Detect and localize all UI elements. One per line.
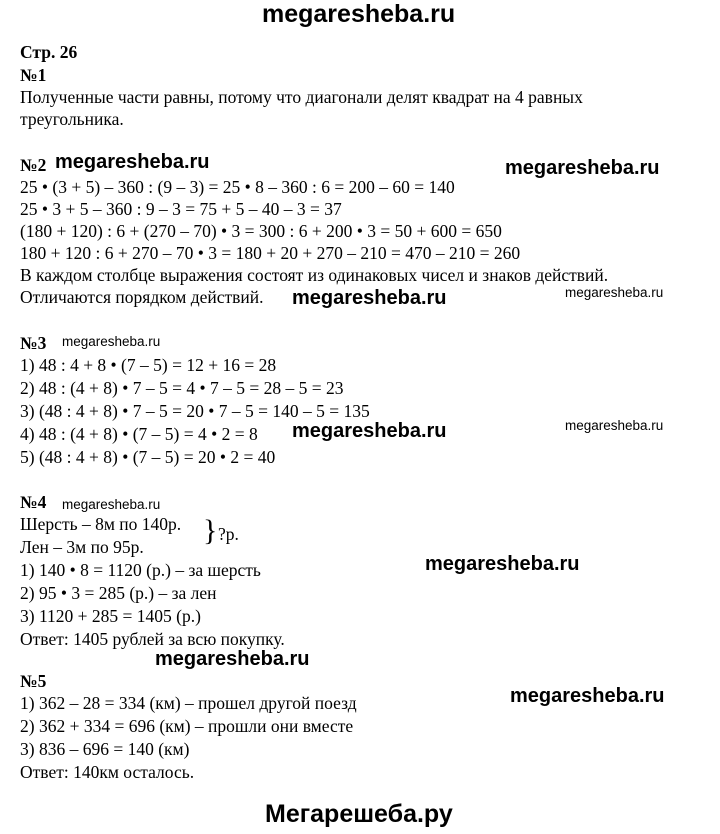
- watermark: megaresheba.ru: [425, 553, 580, 575]
- watermark: megaresheba.ru: [565, 285, 664, 300]
- task-5-line: 3) 836 – 696 = 140 (км): [20, 739, 190, 759]
- task-1-line: треугольника.: [20, 109, 124, 129]
- task-3-line: 5) (48 : 4 + 8) • (7 – 5) = 20 • 2 = 40: [20, 447, 276, 467]
- task-1-number: №1: [20, 65, 47, 85]
- task-2-number: №2: [20, 155, 47, 175]
- watermark: megaresheba.ru: [292, 287, 447, 309]
- task-3-line: 2) 48 : (4 + 8) • 7 – 5 = 4 • 7 – 5 = 28 – 5 = 23: [20, 378, 344, 398]
- task-1-line: Полученные части равны, потому что диагонали делят квадрат на 4 равных: [20, 87, 583, 107]
- watermark: megaresheba.ru: [55, 151, 210, 173]
- watermark: megaresheba.ru: [510, 685, 665, 707]
- watermark: megaresheba.ru: [62, 334, 161, 349]
- task-3-line: 3) (48 : 4 + 8) • 7 – 5 = 20 • 7 – 5 = 140 – 5 = 135: [20, 401, 370, 421]
- task-4-answer: Ответ: 1405 рублей за всю покупку.: [20, 629, 285, 649]
- watermark: megaresheba.ru: [155, 648, 310, 670]
- watermark: megaresheba.ru: [292, 420, 447, 442]
- task-5-answer: Ответ: 140км осталось.: [20, 762, 195, 782]
- task-4-line: 3) 1120 + 285 = 1405 (р.): [20, 606, 201, 626]
- site-header-logo[interactable]: megaresheba.ru: [262, 0, 456, 28]
- task-3-number: №3: [20, 333, 47, 353]
- task-2-line: В каждом столбце выражения состоят из одинаковых чисел и знаков действий.: [20, 265, 609, 285]
- task-2-line: (180 + 120) : 6 + (270 – 70) • 3 = 300 : 6 + 200 • 3 = 50 + 600 = 650: [20, 221, 502, 241]
- task-5-line: 1) 362 – 28 = 334 (км) – прошел другой поезд: [20, 693, 357, 713]
- task-4-number: №4: [20, 492, 47, 512]
- watermark: megaresheba.ru: [62, 497, 161, 512]
- task-4-condition: Лен – 3м по 95р.: [20, 537, 144, 557]
- task-2-line: Отличаются порядком действий.: [20, 287, 264, 307]
- site-footer-logo[interactable]: Мегарешеба.ру: [265, 800, 453, 828]
- task-4-line: 1) 140 • 8 = 1120 (р.) – за шерсть: [20, 560, 261, 580]
- task-5-number: №5: [20, 671, 47, 691]
- watermark: megaresheba.ru: [565, 418, 664, 433]
- task-3-line: 1) 48 : 4 + 8 • (7 – 5) = 12 + 16 = 28: [20, 355, 277, 375]
- task-3-line: 4) 48 : (4 + 8) • (7 – 5) = 4 • 2 = 8: [20, 424, 258, 444]
- task-2-line: 25 • (3 + 5) – 360 : (9 – 3) = 25 • 8 – 360 : 6 = 200 – 60 = 140: [20, 177, 455, 197]
- task-5-line: 2) 362 + 334 = 696 (км) – прошли они вместе: [20, 716, 354, 736]
- task-2-line: 180 + 120 : 6 + 270 – 70 • 3 = 180 + 20 + 270 – 210 = 470 – 210 = 260: [20, 243, 521, 263]
- watermark: megaresheba.ru: [505, 157, 660, 179]
- task-4-condition: Шерсть – 8м по 140р.: [20, 514, 182, 534]
- task-4-line: 2) 95 • 3 = 285 (р.) – за лен: [20, 583, 217, 603]
- task-2-line: 25 • 3 + 5 – 360 : 9 – 3 = 75 + 5 – 40 – 3 = 37: [20, 199, 342, 219]
- brace-symbol: }: [203, 514, 218, 547]
- page-label: Стр. 26: [20, 42, 78, 62]
- task-4-question: ?р.: [218, 524, 239, 544]
